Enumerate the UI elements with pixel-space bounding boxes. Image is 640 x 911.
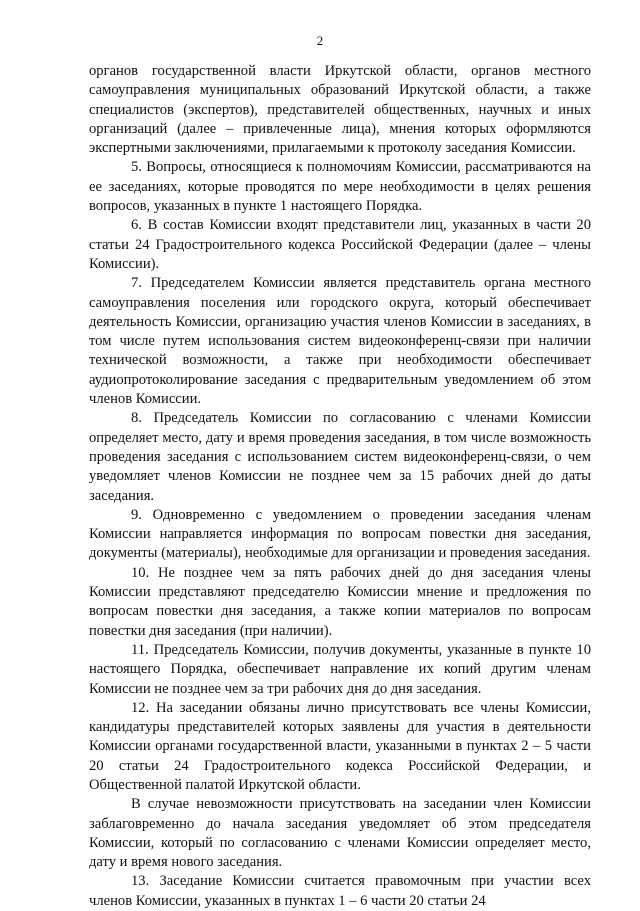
page-number: 2 [316, 33, 324, 48]
paragraph-13: 13. Заседание Комиссии считается правомочным при участии всех членов Комиссии, указанных в пунктах 1 – 6 части 20 статьи 24 [89, 873, 591, 909]
paragraph-5: 5. Вопросы, относящиеся к полномочиям Комиссии, рассматриваются на ее заседаниях, которые проводятся по мере необходимости в целях решения вопросов, указанных в пункте 1 настоящего Порядка. [89, 159, 591, 215]
paragraph-continuation: органов государственной власти Иркутской области, органов местного самоуправления муниципальных образований Иркутской области, а также специалистов (экспертов), представителей общественных, научных и иных организаций (далее – привлеченные лица), мнения которых оформляются экспертными заключениями, прилагаемыми к протоколу заседания Комиссии. [89, 63, 591, 157]
paragraph-7: 7. Председателем Комиссии является представитель органа местного самоуправления поселения или городского округа, который обеспечивает деятельность Комиссии, организацию участия членов Комиссии в заседаниях, в том числе путем использования систем видеоконференц-связи при наличии технической возможности, а также при необходимости обеспечивает аудиопротоколирование заседания с предварительным уведомлением об этом членов Комиссии. [89, 275, 591, 408]
document-body [89, 62, 591, 911]
paragraph-12: 12. На заседании обязаны лично присутствовать все члены Комиссии, кандидатуры представителей которых заявлены для участия в деятельности Комиссии органами государственной власти, указанными в пунктах 2 – 5 части 20 статьи 24 Градостроительного кодекса Российской Федерации, и Общественной палатой Иркутской области. [89, 699, 591, 793]
paragraph-6: 6. В состав Комиссии входят представители лиц, указанных в части 20 статьи 24 Градостроительного кодекса Российской Федерации (далее – члены Комиссии). [89, 217, 591, 272]
paragraph-10: 10. Не позднее чем за пять рабочих дней до дня заседания члены Комиссии представляют председателю Комиссии мнение и предложения по вопросам повестки дня заседания, а также копии материалов по вопросам повестки дня заседания (при наличии). [89, 564, 591, 639]
paragraph-11: 11. Председатель Комиссии, получив документы, указанные в пункте 10 настоящего Порядка, обеспечивает направление их копий другим членам Комиссии не позднее чем за три рабочих дня до дня заседания. [89, 641, 591, 697]
paragraph-8: 8. Председатель Комиссии по согласованию с членами Комиссии определяет место, дату и время проведения заседания, в том числе возможность проведения заседания с использованием систем видеоконференц-связи, о чем уведомляет членов Комиссии не позднее чем за 15 рабочих дней до даты заседания. [89, 410, 591, 504]
paragraph-12-note: В случае невозможности присутствовать на заседании член Комиссии заблаговременно до начала заседания уведомляет об этом председателя Комиссии, который по согласованию с членами Комиссии определяет место, дату и время нового заседания. [89, 796, 591, 871]
paragraph-9: 9. Одновременно с уведомлением о проведении заседания членам Комиссии направляется информация по вопросам повестки дня заседания, документы (материалы), необходимые для организации и проведения заседания. [89, 506, 591, 562]
